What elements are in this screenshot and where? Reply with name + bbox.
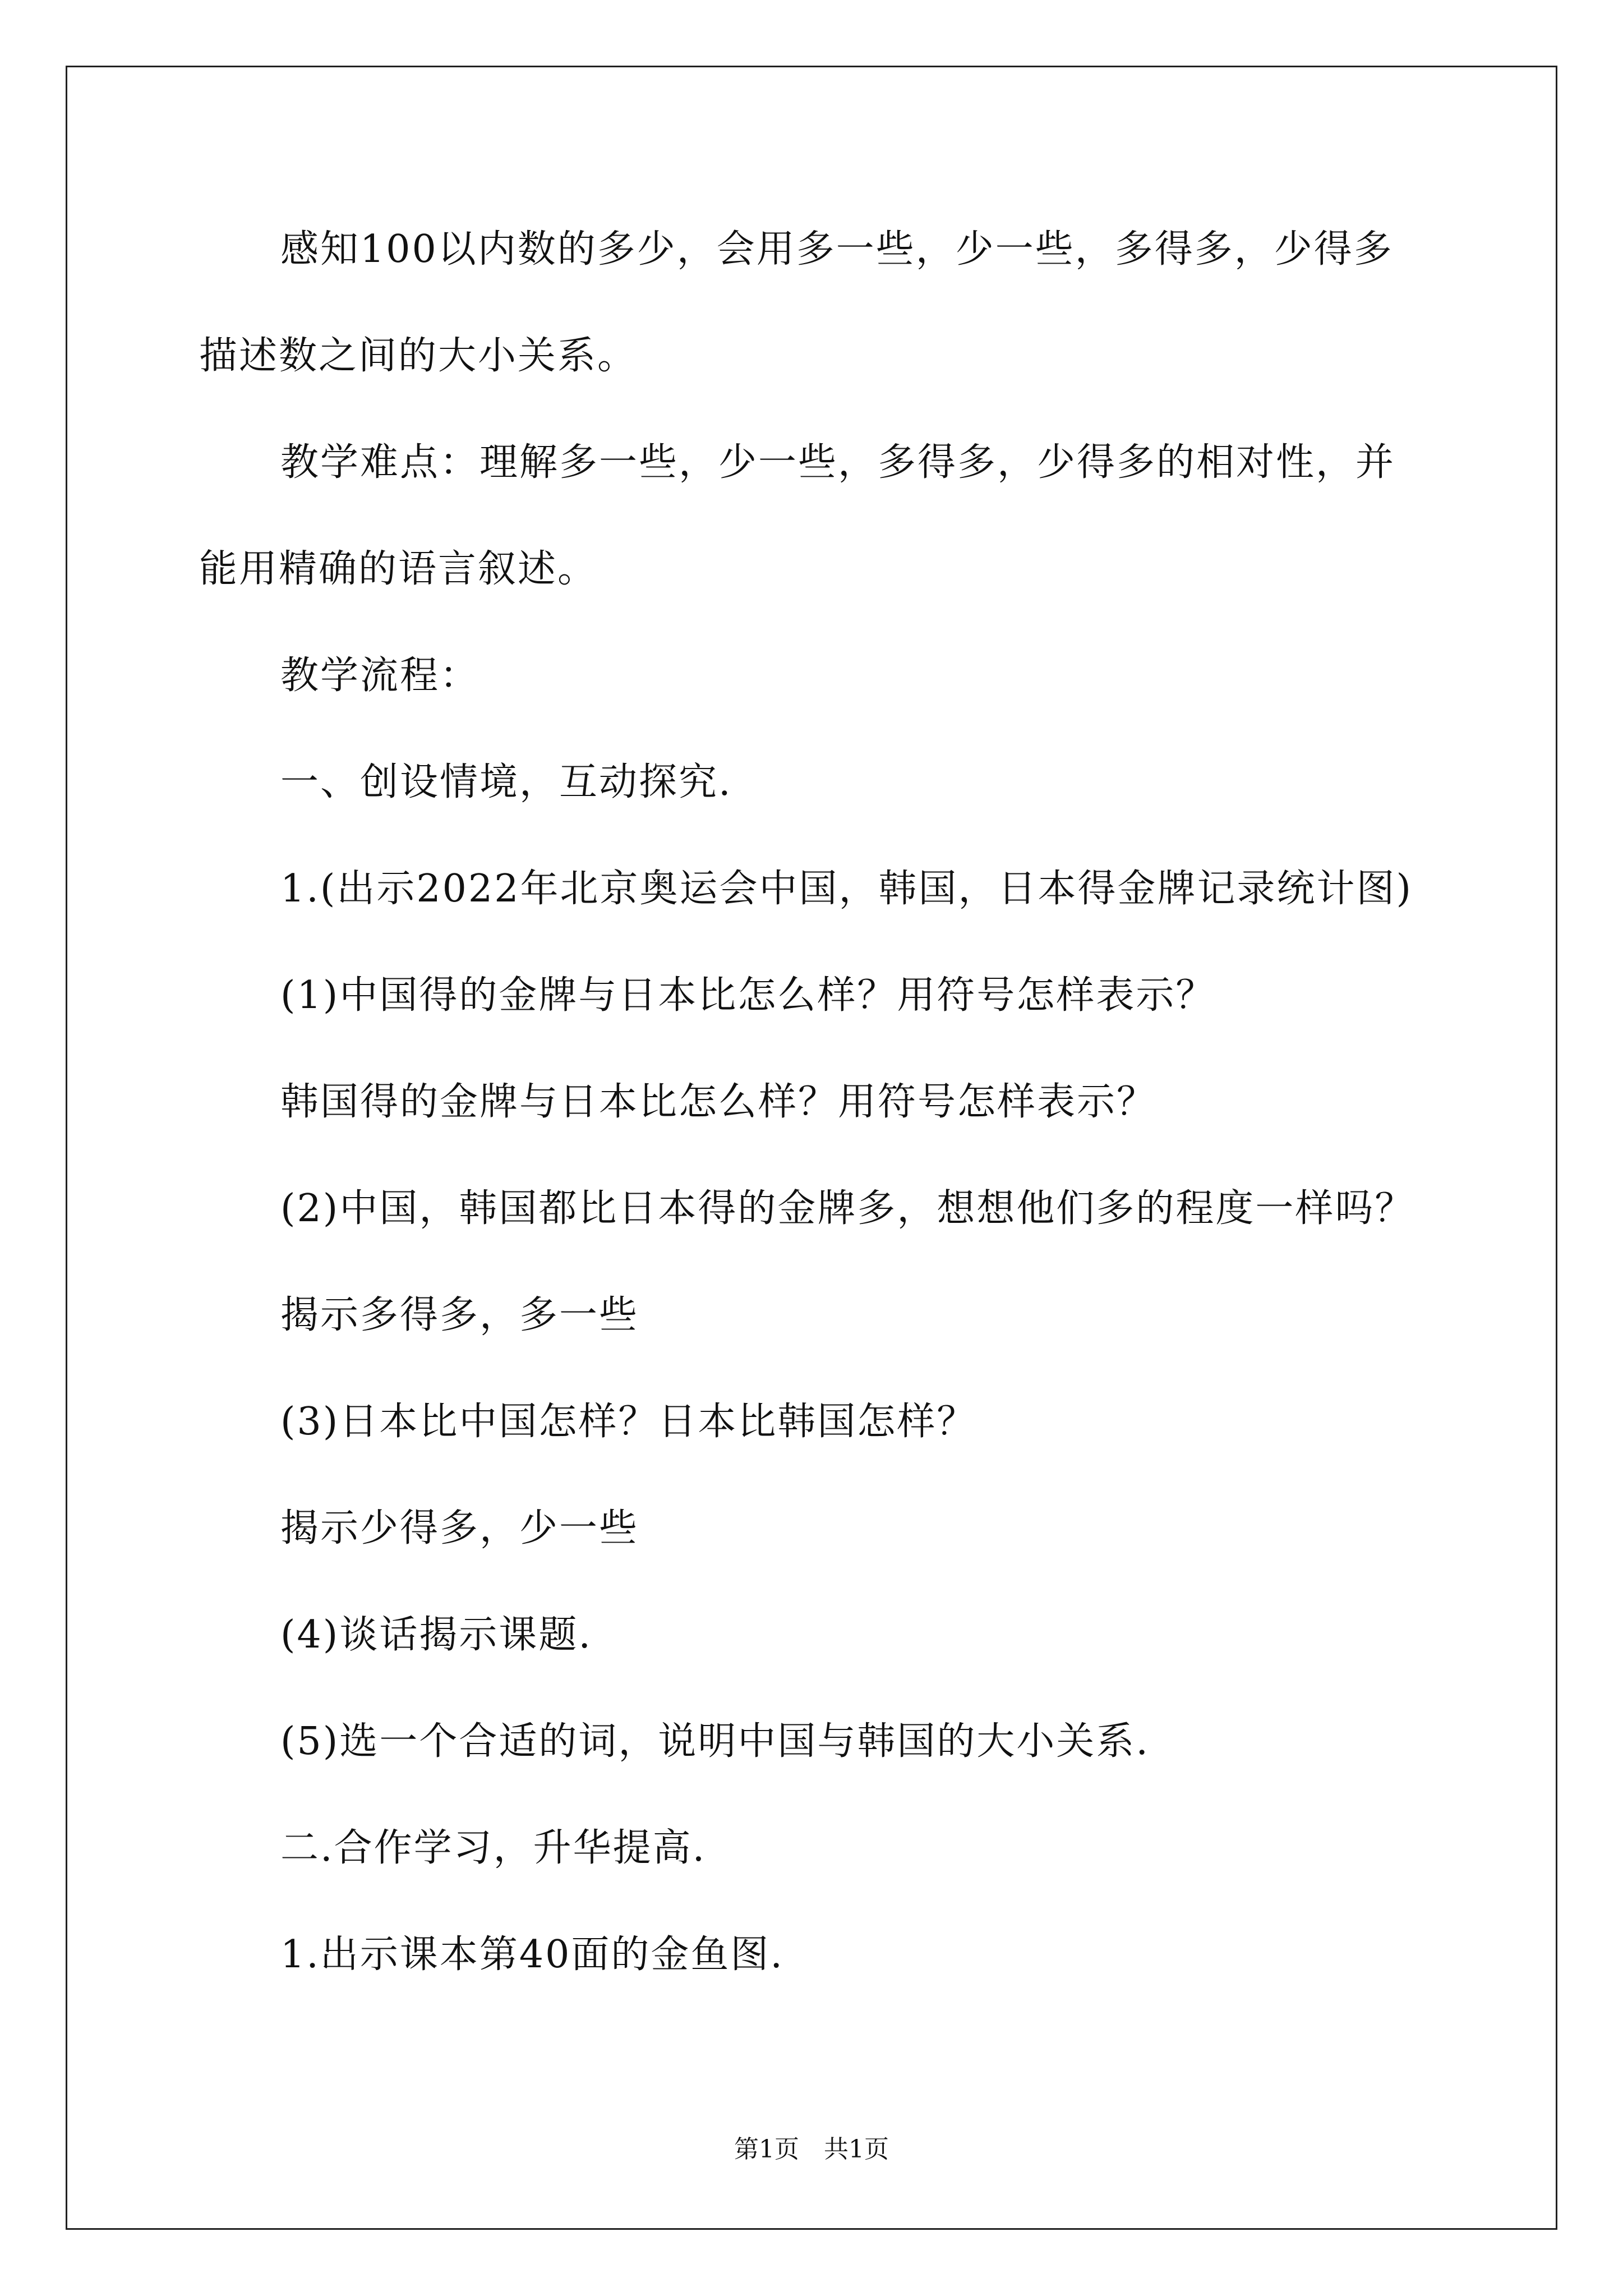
paragraph-line-2: 描述数之间的大小关系。 xyxy=(199,334,638,378)
paragraph-line-8: (1)中国得的金牌与日本比怎么样？用符号怎样表示？ xyxy=(280,973,1216,1018)
paragraph-line-1: 感知100以内数的多少，会用多一些，少一些，多得多，少得多 xyxy=(280,227,1394,272)
paragraph-line-4: 能用精确的语言叙述。 xyxy=(199,547,598,591)
paragraph-line-6: 一、创设情境，互动探究. xyxy=(280,760,732,804)
paragraph-line-5: 教学流程： xyxy=(280,654,480,698)
paragraph-line-7: 1.(出示2022年北京奥运会中国，韩国，日本得金牌记录统计图) xyxy=(280,867,1413,911)
paragraph-line-16: 二.合作学习，升华提高. xyxy=(280,1826,707,1870)
paragraph-line-13: 揭示少得多，少一些 xyxy=(280,1506,639,1550)
page-border xyxy=(66,66,1557,2230)
paragraph-line-10: (2)中国，韩国都比日本得的金牌多，想想他们多的程度一样吗？ xyxy=(280,1186,1415,1231)
page-footer: 第1页 共1页 xyxy=(734,2135,889,2164)
paragraph-line-3: 教学难点：理解多一些，少一些，多得多，少得多的相对性，并 xyxy=(280,440,1396,485)
paragraph-line-9: 韩国得的金牌与日本比怎么样？用符号怎样表示？ xyxy=(280,1080,1157,1124)
paragraph-line-15: (5)选一个合适的词，说明中国与韩国的大小关系. xyxy=(280,1719,1150,1764)
paragraph-line-17: 1.出示课本第40面的金鱼图. xyxy=(280,1932,785,1977)
paragraph-line-14: (4)谈话揭示课题. xyxy=(280,1613,592,1657)
paragraph-line-12: (3)日本比中国怎样？日本比韩国怎样？ xyxy=(280,1400,977,1444)
paragraph-line-11: 揭示多得多，多一些 xyxy=(280,1293,639,1337)
